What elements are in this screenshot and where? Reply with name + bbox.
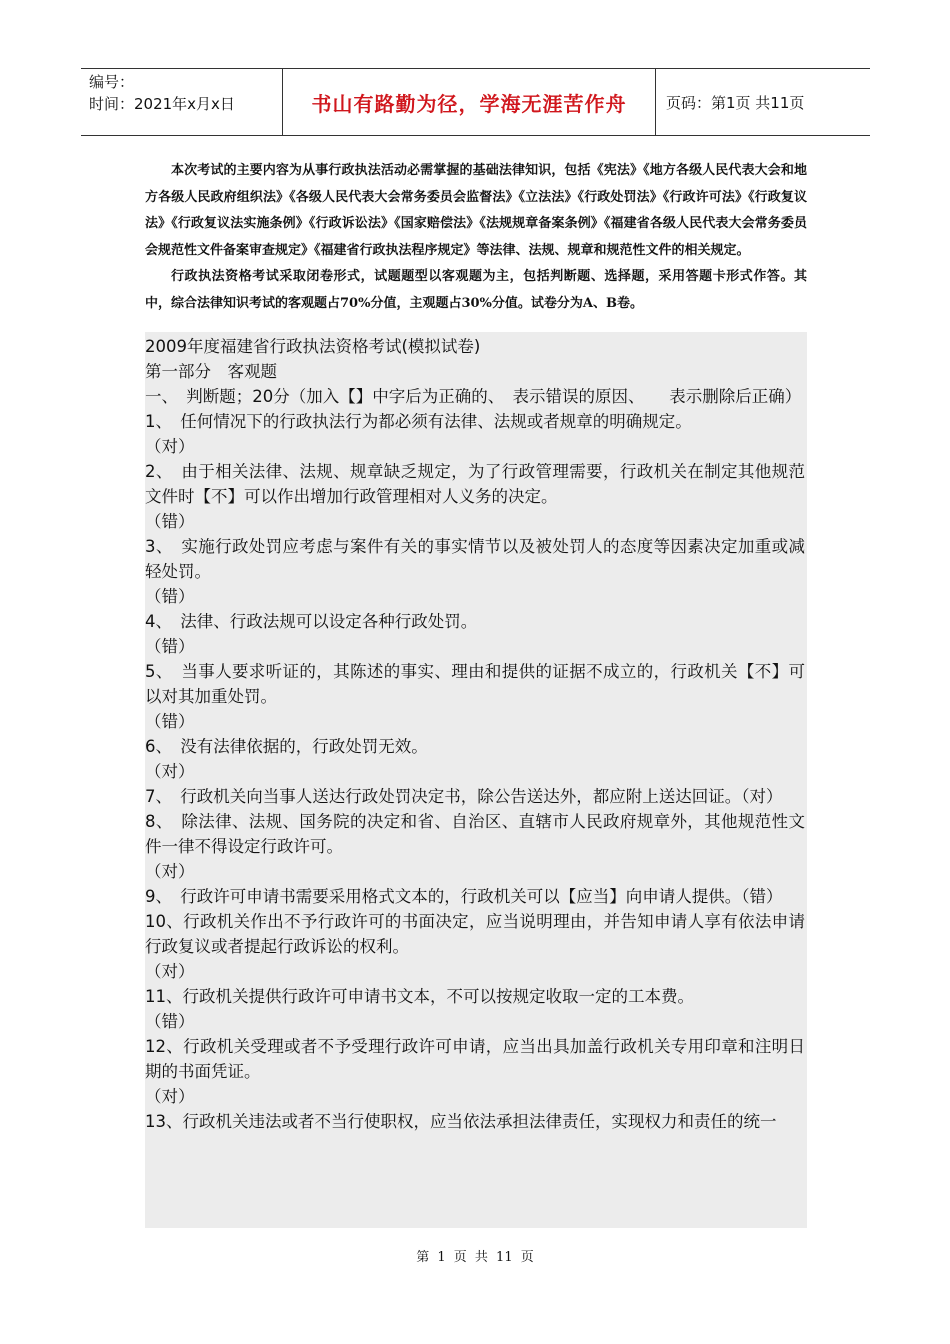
exam-section-heading: 一、 判断题；20分（加入【】中字后为正确的、 表示错误的原因、 表示删除后正确） bbox=[145, 387, 802, 406]
header-page-info: 页码：第1页 共11页 bbox=[666, 93, 805, 112]
question-line: （错） bbox=[145, 712, 195, 731]
question-line: 1、 任何情况下的行政执法行为都必须有法律、法规或者规章的明确规定。 bbox=[145, 412, 692, 431]
question-line: 12、行政机关受理或者不予受理行政许可申请，应当出具加盖行政机关专用印章和注明日期的书面凭证。 bbox=[145, 1037, 805, 1081]
question-list bbox=[145, 409, 805, 1134]
intro-paragraph-1: 本次考试的主要内容为从事行政执法活动必需掌握的基础法律知识，包括《宪法》《地方各级人民代表大会和地方各级人民政府组织法》《各级人民代表大会常务委员会监督法》《立法法》《行政处罚法》《行政许可法》《行政复议法》《行政复议法实施条例》《行政诉讼法》《国家赔偿法》《法规规章备案条例》《福建省各级人民代表大会常务委员会规范性文件备案审查规定》《福建省行政执法程序规定》等法律、法规、规章和规范性文件的相关规定。 bbox=[145, 163, 807, 258]
question-line: 5、 当事人要求听证的，其陈述的事实、理由和提供的证据不成立的，行政机关【不】可以对其加重处罚。 bbox=[145, 662, 805, 706]
serial-label: 编号： bbox=[89, 73, 135, 91]
question-line: （对） bbox=[145, 1087, 195, 1106]
question-line: 10、行政机关作出不予行政许可的书面决定，应当说明理由，并告知申请人享有依法申请行政复议或者提起行政诉讼的权利。 bbox=[145, 912, 805, 956]
header-info-cell bbox=[81, 69, 283, 135]
question-line: （错） bbox=[145, 637, 195, 656]
question-line: 3、 实施行政处罚应考虑与案件有关的事实情节以及被处罚人的态度等因素决定加重或减轻处罚。 bbox=[145, 537, 805, 581]
question-line: 8、 除法律、法规、国务院的决定和省、自治区、直辖市人民政府规章外，其他规范性文件一律不得设定行政许可。 bbox=[145, 812, 805, 856]
question-line: 11、行政机关提供行政许可申请书文本，不可以按规定收取一定的工本费。 bbox=[145, 987, 694, 1006]
page-header bbox=[81, 68, 870, 136]
intro-section bbox=[145, 158, 807, 317]
date-label: 时间：2021年x月x日 bbox=[89, 95, 235, 113]
question-line: （对） bbox=[145, 962, 195, 981]
question-line: 9、 行政许可申请书需要采用格式文本的，行政机关可以【应当】向申请人提供。（错） bbox=[145, 887, 783, 906]
exam-content bbox=[145, 334, 805, 1134]
question-line: 2、 由于相关法律、法规、规章缺乏规定，为了行政管理需要，行政机关在制定其他规范文件时【不】可以作出增加行政管理相对人义务的决定。 bbox=[145, 462, 805, 506]
question-line: 6、 没有法律依据的，行政处罚无效。 bbox=[145, 737, 428, 756]
question-line: （对） bbox=[145, 762, 195, 781]
question-line: （错） bbox=[145, 512, 195, 531]
question-line: （对） bbox=[145, 862, 195, 881]
header-motto: 书山有路勤为径，学海无涯苦作舟 bbox=[283, 69, 656, 135]
exam-title: 2009年度福建省行政执法资格考试(模拟试卷) bbox=[145, 337, 481, 356]
question-line: 4、 法律、行政法规可以设定各种行政处罚。 bbox=[145, 612, 478, 631]
intro-paragraph-2: 行政执法资格考试采取闭卷形式，试题题型以客观题为主，包括判断题、选择题，采用答题卡形式作答。其中，综合法律知识考试的客观题占70%分值，主观题占30%分值。试卷分为A、B卷。 bbox=[145, 269, 807, 311]
question-line: （错） bbox=[145, 1012, 195, 1031]
question-line: 7、 行政机关向当事人送达行政处罚决定书，除公告送达外，都应附上送达回证。（对） bbox=[145, 787, 783, 806]
exam-part: 第一部分 客观题 bbox=[145, 362, 277, 381]
question-line: （错） bbox=[145, 587, 195, 606]
page-footer: 第 1 页 共 11 页 bbox=[416, 1250, 534, 1265]
question-line: （对） bbox=[145, 437, 195, 456]
question-line: 13、行政机关违法或者不当行使职权，应当依法承担法律责任，实现权力和责任的统一 bbox=[145, 1112, 777, 1131]
